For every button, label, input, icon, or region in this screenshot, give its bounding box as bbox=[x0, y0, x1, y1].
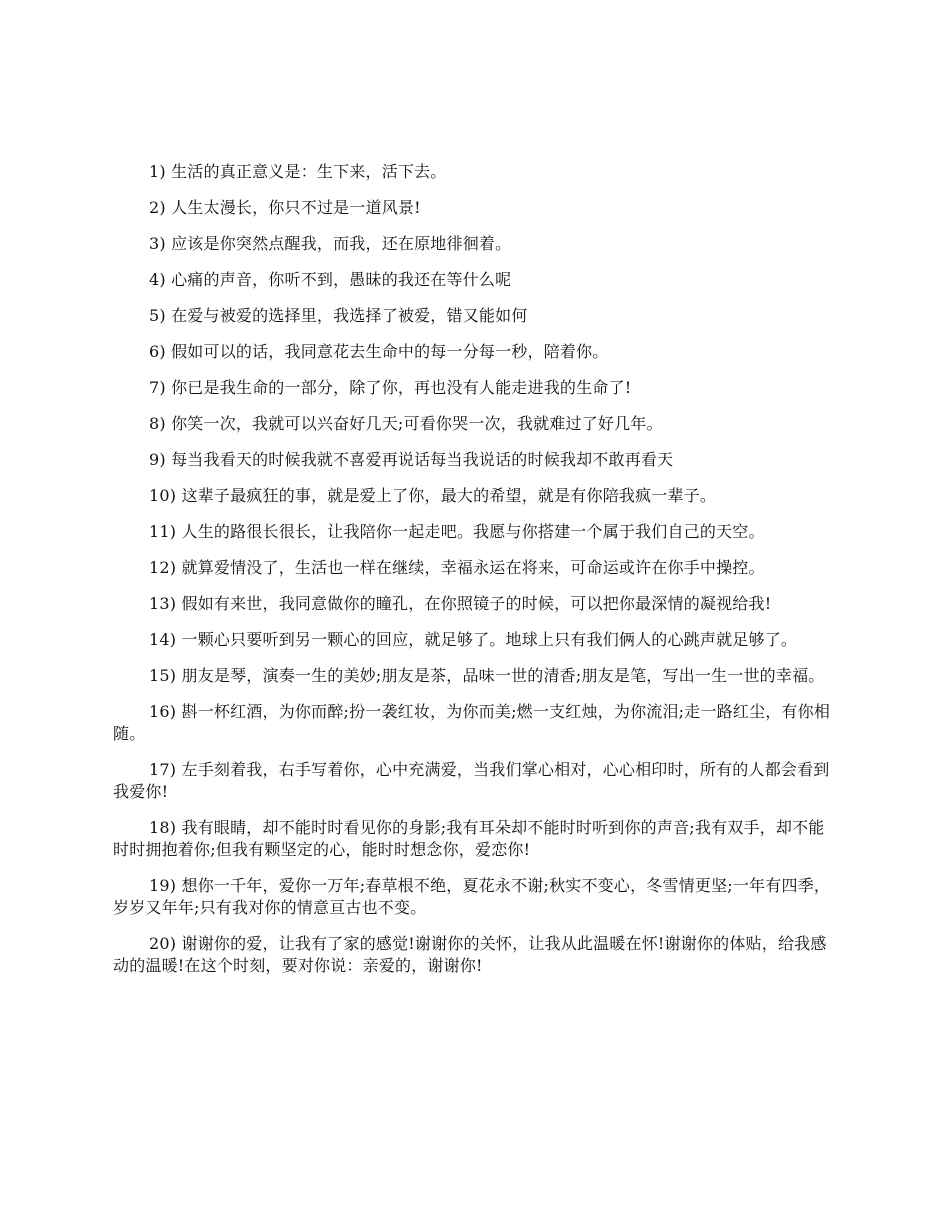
list-item: 17) 左手刻着我，右手写着你，心中充满爱，当我们掌心相对，心心相印时，所有的人都会看到我爱你! bbox=[113, 760, 830, 801]
list-item: 9) 每当我看天的时候我就不喜爱再说话每当我说话的时候我却不敢再看天 bbox=[149, 450, 674, 469]
list-item: 19) 想你一千年，爱你一万年;春草根不绝，夏花永不谢;秋实不变心，冬雪情更坚;一年有四季，岁岁又年年;只有我对你的情意亘古也不变。 bbox=[113, 876, 831, 917]
list-item: 3) 应该是你突然点醒我，而我，还在原地徘徊着。 bbox=[149, 234, 512, 253]
list-item: 13) 假如有来世，我同意做你的瞳孔，在你照镜子的时候，可以把你最深情的凝视给我! bbox=[149, 594, 772, 613]
list-item: 20) 谢谢你的爱，让我有了家的感觉!谢谢你的关怀，让我从此温暖在怀!谢谢你的体贴，给我感动的温暖!在这个时刻，要对你说：亲爱的，谢谢你! bbox=[113, 934, 827, 975]
list-item: 2) 人生太漫长，你只不过是一道风景! bbox=[149, 198, 421, 217]
list-item: 8) 你笑一次，我就可以兴奋好几天;可看你哭一次，我就难过了好几年。 bbox=[149, 414, 663, 433]
list-item: 15) 朋友是琴，演奏一生的美妙;朋友是茶，品味一世的清香;朋友是笔，写出一生一世的幸福。 bbox=[149, 666, 825, 685]
list-item: 6) 假如可以的话，我同意花去生命中的每一分每一秒，陪着你。 bbox=[149, 342, 609, 361]
list-item: 1) 生活的真正意义是：生下来，活下去。 bbox=[149, 162, 447, 181]
document-body bbox=[113, 161, 837, 991]
list-item: 4) 心痛的声音，你听不到，愚昧的我还在等什么呢 bbox=[149, 270, 512, 289]
list-item: 5) 在爱与被爱的选择里，我选择了被爱，错又能如何 bbox=[149, 306, 528, 325]
list-item: 11) 人生的路很长很长，让我陪你一起走吧。我愿与你搭建一个属于我们自己的天空。 bbox=[149, 522, 765, 541]
list-item: 12) 就算爱情没了，生活也一样在继续，幸福永运在将来，可命运或许在你手中操控。 bbox=[149, 558, 765, 577]
list-item: 18) 我有眼睛，却不能时时看见你的身影;我有耳朵却不能时时听到你的声音;我有双手，却不能时时拥抱着你;但我有颗坚定的心，能时时想念你，爱恋你! bbox=[113, 818, 825, 859]
list-item: 7) 你已是我生命的一部分，除了你，再也没有人能走进我的生命了! bbox=[149, 378, 632, 397]
list-item: 14) 一颗心只要听到另一颗心的回应，就足够了。地球上只有我们俩人的心跳声就足够了。 bbox=[149, 630, 798, 649]
list-item: 16) 斟一杯红酒，为你而醉;扮一袭红妆，为你而美;燃一支红烛，为你流泪;走一路红尘，有你相随。 bbox=[113, 702, 831, 743]
list-item: 10) 这辈子最疯狂的事，就是爱上了你，最大的希望，就是有你陪我疯一辈子。 bbox=[149, 486, 717, 505]
